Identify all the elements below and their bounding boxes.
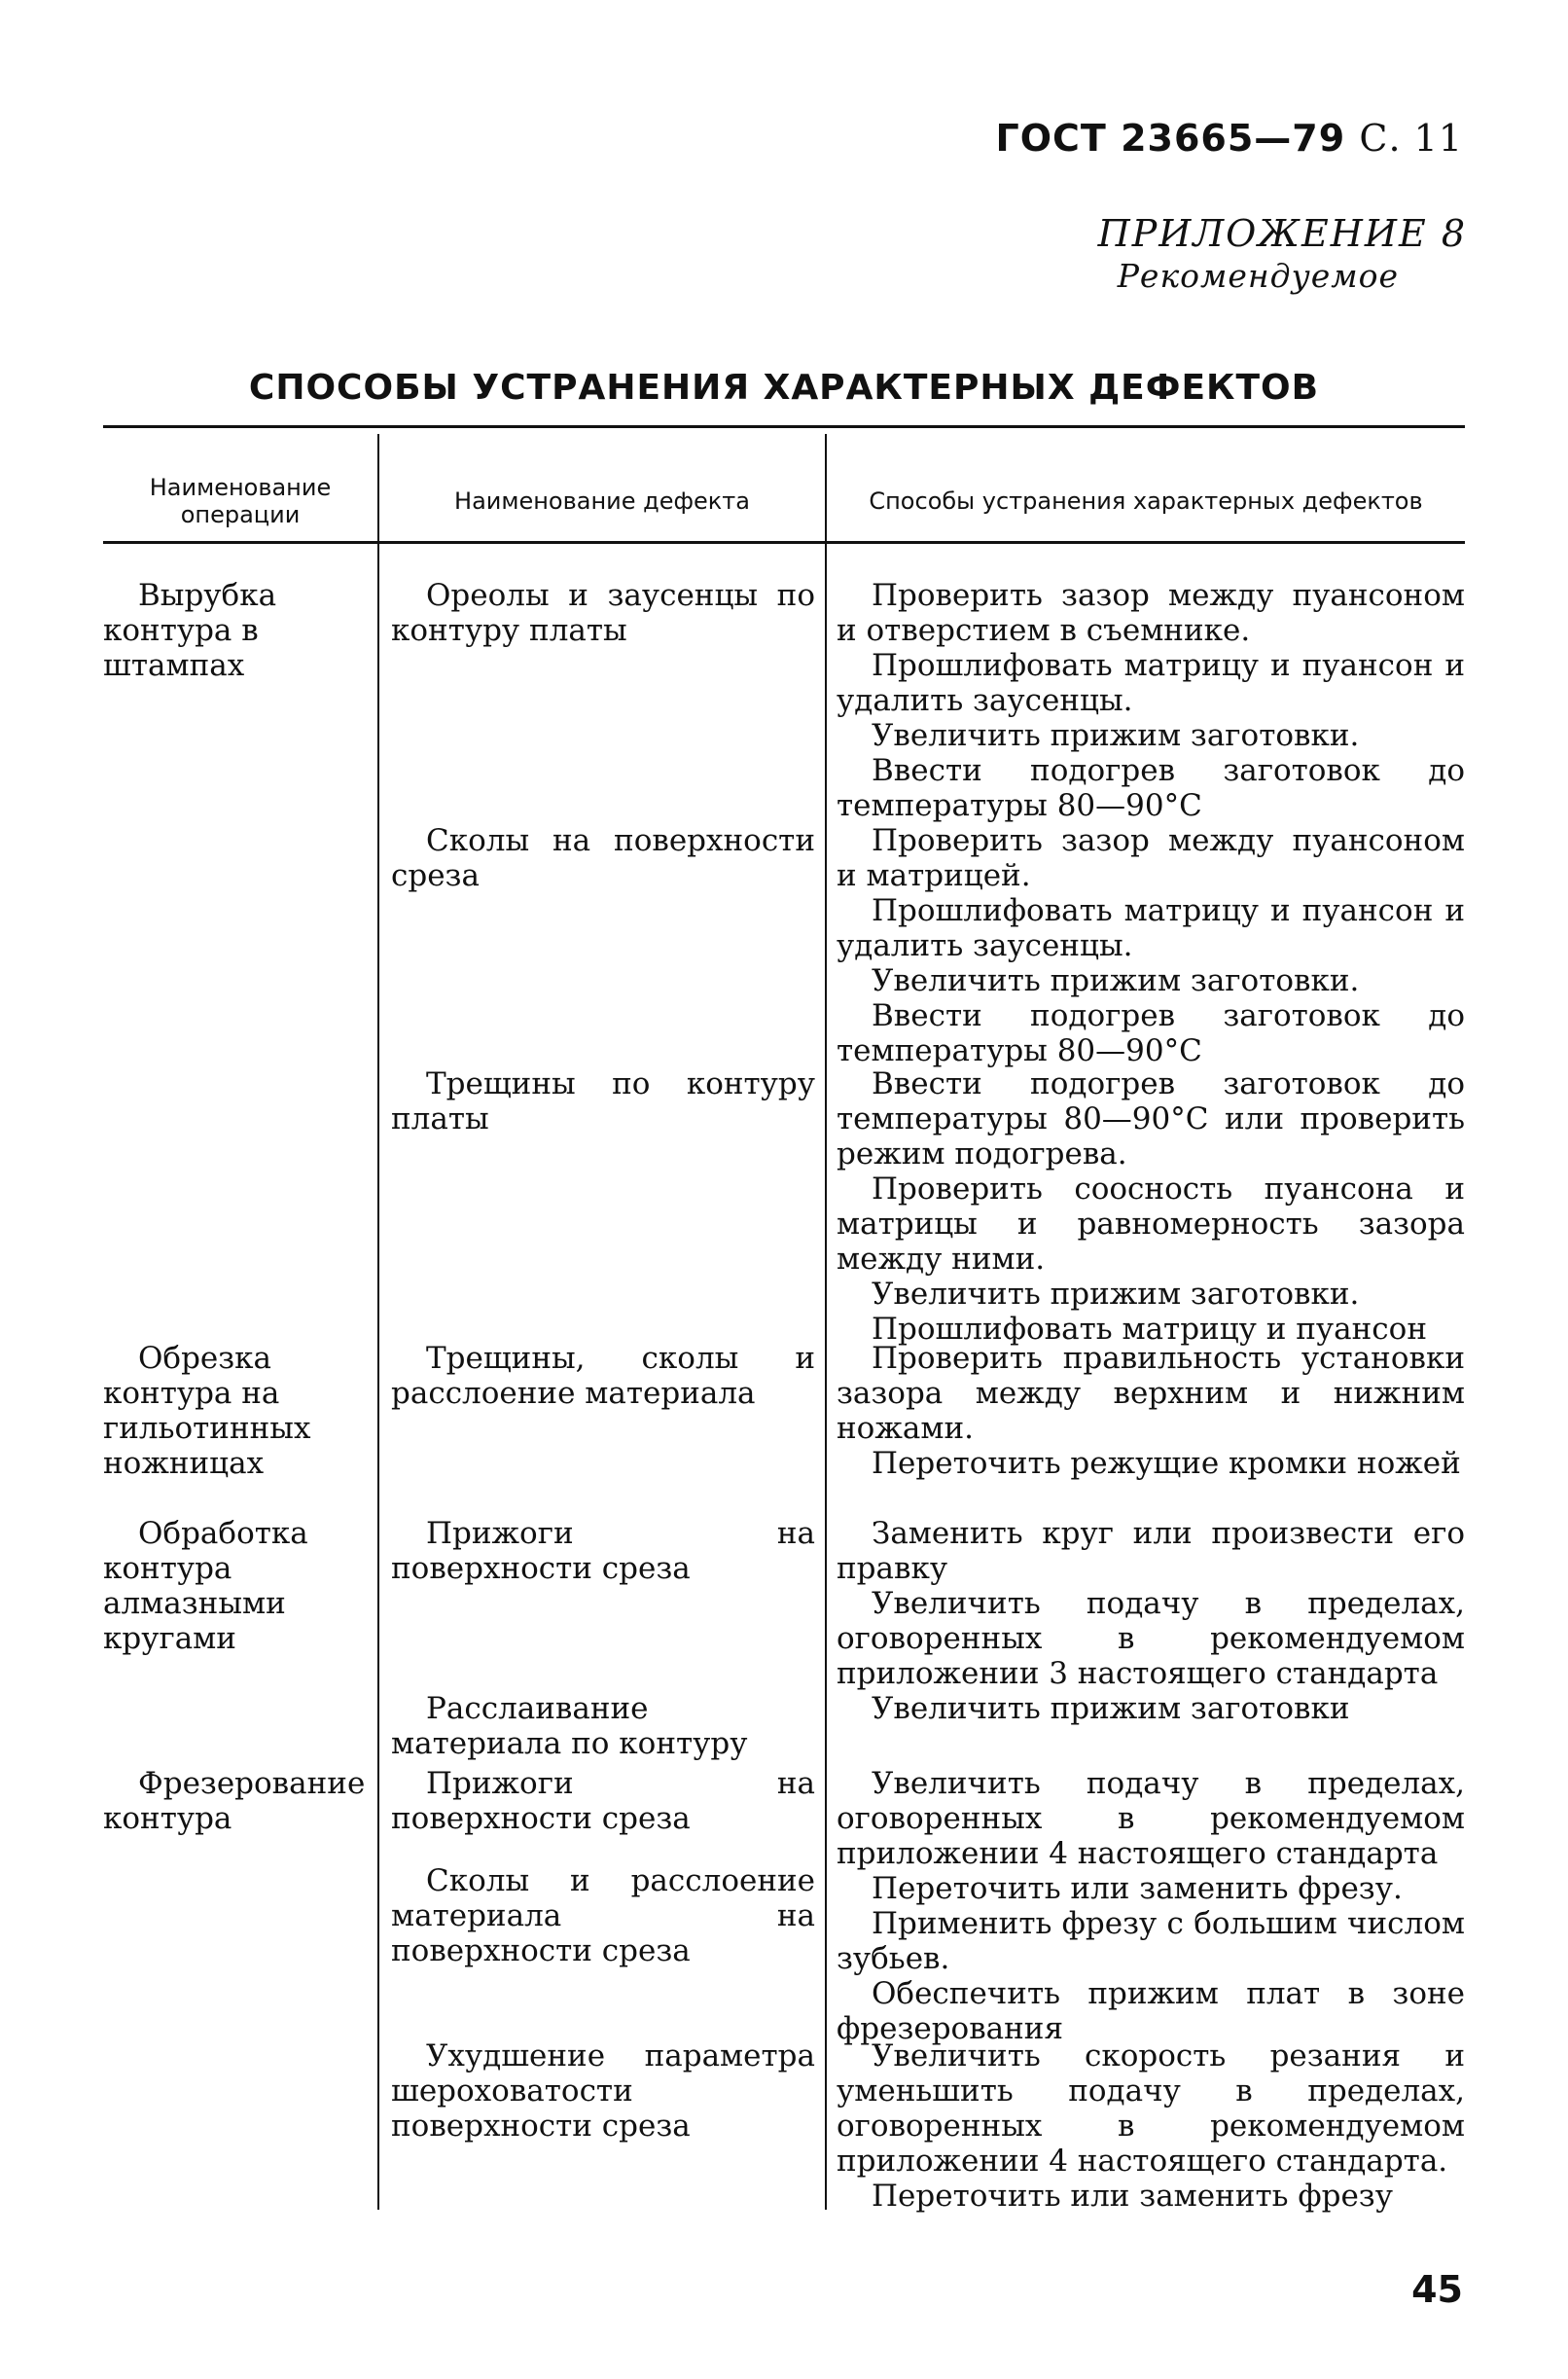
remedy-item: Ввести подогрев заготовок до температуры 80—90°С или проверить режим подогрева. [837, 1066, 1465, 1171]
remedy-item: Увеличить прижим заготовки. [872, 1277, 1360, 1312]
appendix-status: Рекомендуемое [1117, 257, 1399, 295]
remedy-item: Проверить правильность установки зазора между верхним и нижним ножами. [837, 1341, 1465, 1446]
appendix-heading [1098, 212, 1467, 298]
defect-cell: Сколы и расслоение материала на поверхности среза [391, 1863, 815, 1968]
remedy-item: Увеличить прижим заготовки. [872, 963, 1360, 998]
remedy-item: Увеличить прижим заготовки [872, 1691, 1350, 1726]
remedy-group [837, 823, 1465, 1068]
column-divider-1 [377, 434, 379, 2210]
operation-cell: Фрезерование контура [103, 1766, 366, 1836]
column-header-defect: Наименование дефекта [454, 487, 750, 515]
remedy-item: Переточить режущие кромки ножей [872, 1446, 1461, 1481]
column-header-remedy: Способы устранения характерных дефектов [869, 487, 1423, 515]
operation-cell: Обработка контура алмазными кругами [103, 1516, 308, 1656]
page-ref: С. 11 [1359, 117, 1463, 160]
remedy-item: Обеспечить прижим плат в зоне фрезерования [837, 1976, 1465, 2046]
page-title: СПОСОБЫ УСТРАНЕНИЯ ХАРАКТЕРНЫХ ДЕФЕКТОВ [248, 368, 1320, 408]
defect-cell: Прижоги на поверхности среза [391, 1766, 815, 1836]
remedy-group [837, 1766, 1465, 2046]
remedy-item: Переточить или заменить фрезу. [872, 1871, 1403, 1906]
remedy-group [837, 1691, 1465, 1726]
remedy-item: Прошлифовать матрицу и пуансон и удалить заусенцы. [837, 893, 1465, 963]
remedy-item: Заменить круг или произвести его правку [837, 1516, 1465, 1586]
column-header-operation: Наименование операции [149, 474, 332, 528]
page-number: 45 [1411, 2268, 1463, 2311]
remedy-item: Ввести подогрев заготовок до температуры 80—90°С [837, 998, 1465, 1068]
defect-cell: Прижоги на поверхности среза [391, 1516, 815, 1586]
remedy-item: Проверить зазор между пуансоном и отверстием в съемнике. [837, 578, 1465, 648]
remedy-item: Увеличить прижим заготовки. [872, 718, 1360, 753]
remedy-item: Проверить соосность пуансона и матрицы и равномерность зазора между ними. [837, 1171, 1465, 1277]
remedy-group [837, 2038, 1465, 2214]
defect-cell: Трещины по контуру платы [391, 1066, 815, 1136]
remedy-item: Переточить или заменить фрезу [872, 2179, 1393, 2214]
remedy-item: Ввести подогрев заготовок до температуры 80—90°С [837, 753, 1465, 823]
remedy-item: Проверить зазор между пуансоном и матрицей. [837, 823, 1465, 893]
document-code: ГОСТ 23665—79 С. 11 [995, 117, 1463, 160]
remedy-group [837, 578, 1465, 823]
defect-cell: Сколы на поверхности среза [391, 823, 815, 893]
table-top-rule [103, 425, 1465, 428]
remedy-item: Увеличить подачу в пределах, оговоренных в рекомендуемом приложении 4 настоящего стандарта [837, 1766, 1465, 1871]
remedy-item: Прошлифовать матрицу и пуансон и удалить заусенцы. [837, 648, 1465, 718]
defect-cell: Ухудшение параметра шероховатости поверхности среза [391, 2038, 815, 2144]
operation-cell: Вырубка контура в штампах [103, 578, 277, 683]
defect-cell: Трещины, сколы и расслоение материала [391, 1341, 815, 1411]
remedy-item: Применить фрезу с большим числом зубьев. [837, 1906, 1465, 1976]
remedy-group [837, 1066, 1465, 1347]
defect-cell: Ореолы и заусенцы по контуру платы [391, 578, 815, 648]
operation-cell: Обрезка контура на гильотинных ножницах [103, 1341, 311, 1481]
column-divider-2 [825, 434, 827, 2210]
remedy-item: Увеличить скорость резания и уменьшить подачу в пределах, оговоренных в рекомендуемом приложении 4 настоящего стандарта. [837, 2038, 1465, 2179]
remedy-item: Увеличить подачу в пределах, оговоренных в рекомендуемом приложении 3 настоящего стандарта [837, 1586, 1465, 1691]
appendix-title: ПРИЛОЖЕНИЕ 8 [1097, 212, 1467, 255]
remedy-item: Прошлифовать матрицу и пуансон [872, 1312, 1427, 1347]
remedy-group [837, 1341, 1465, 1481]
remedy-group [837, 1516, 1465, 1691]
defect-cell: Расслаивание материала по контуру [391, 1691, 748, 1761]
